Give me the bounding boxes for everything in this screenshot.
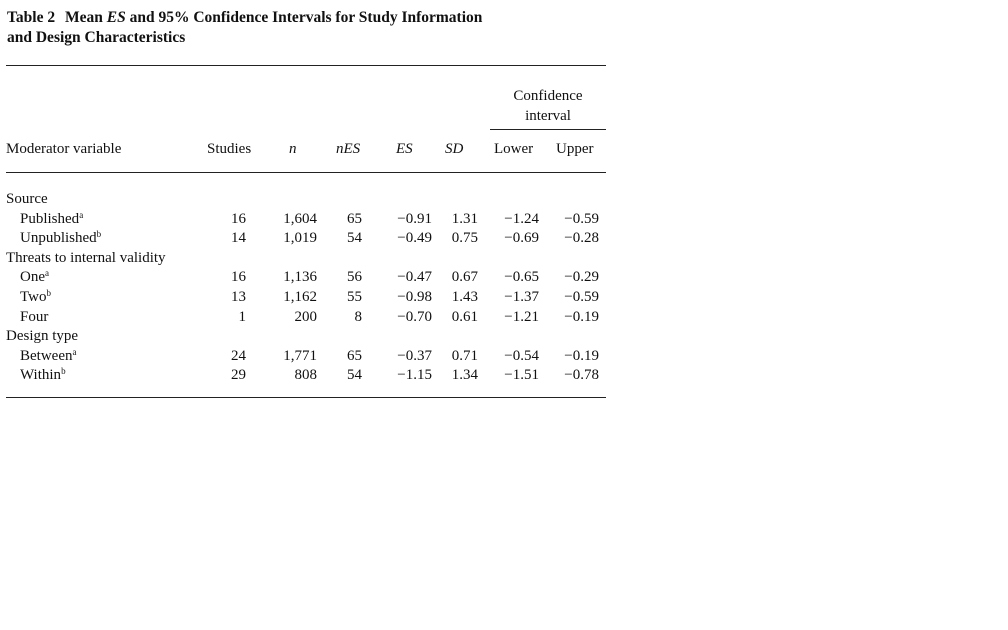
row-label-text: Between [20,347,73,364]
header-studies: Studies [207,141,252,157]
header-nes: nES [336,141,361,157]
ci-header [490,86,606,126]
row-label [20,209,83,229]
cell-nes: 54 [347,367,362,384]
footnote-marker: a [45,268,49,279]
cell-upper: −0.29 [564,269,599,286]
cell-studies: 16 [231,269,246,286]
cell-es: −0.47 [397,269,432,286]
footnote-marker: b [46,287,51,298]
group-label [6,326,78,346]
cell-lower: −1.51 [504,367,539,384]
cell-n: 1,162 [283,288,317,305]
table-caption [7,8,606,48]
cell-n: 200 [294,308,317,325]
table-row [6,287,606,307]
cell-studies: 29 [231,367,246,384]
cell-studies: 24 [231,347,246,364]
cell-upper: −0.28 [564,230,599,247]
cell-n: 1,771 [283,347,317,364]
table-row [6,307,606,327]
cell-n: 1,604 [283,210,317,227]
footnote-marker: a [79,209,84,220]
cell-studies: 13 [231,288,246,305]
cell-lower: −0.65 [504,269,539,286]
row-label-text: Unpublished [20,230,97,247]
cell-nes: 54 [347,230,362,247]
bottom-rule [6,397,606,398]
top-rule [6,65,606,66]
cell-es: −0.49 [397,230,432,247]
row-label [20,287,51,307]
header-n: n [289,141,297,157]
group-row [6,248,606,268]
row-label-text: Source [6,191,48,207]
table-label: Table 2 [7,9,56,26]
group-label [6,189,48,209]
row-label-text: Threats to internal validity [6,249,166,266]
row-label-text: Published [20,210,80,227]
cell-n: 1,136 [283,269,317,286]
header-es: ES [396,141,413,157]
cell-sd: 0.75 [451,230,478,247]
caption-title-part1: Mean [64,9,103,26]
cell-n: 1,019 [283,230,317,247]
cell-studies: 1 [238,308,246,325]
row-label-text: Design type [6,328,79,345]
group-row [6,326,606,346]
cell-es: −0.91 [397,210,432,227]
table-row [6,267,606,287]
ci-header-line1: Confidence [513,88,583,104]
row-label [20,267,49,287]
cell-nes: 65 [347,347,362,364]
table-row [6,365,606,385]
row-label-text: Two [20,288,47,305]
cell-upper: −0.19 [564,308,599,325]
cell-sd: 0.61 [451,308,478,325]
cell-lower: −0.54 [504,347,539,364]
cell-upper: −0.78 [564,367,599,384]
table-row [6,228,606,248]
footnote-marker: b [96,229,102,240]
row-label [20,346,76,366]
table-2 [6,8,606,384]
cell-studies: 14 [231,230,246,247]
table-row [6,346,606,366]
header-lower: Lower [494,141,534,157]
cell-es: −0.37 [397,347,432,364]
row-label-text: One [20,269,45,286]
cell-lower: −1.24 [504,210,539,227]
cell-sd: 1.43 [451,288,478,305]
table-body [6,189,606,385]
caption-title-es: ES [106,9,126,26]
cell-lower: −0.69 [504,230,539,247]
cell-studies: 16 [231,210,246,227]
cell-n: 808 [294,367,317,384]
header-rule [6,172,606,173]
caption-title-part2: and 95% Confidence Intervals for Study Information [129,9,483,26]
footnote-marker: a [72,346,77,357]
row-label [20,307,48,327]
cell-es: −1.15 [397,367,432,384]
cell-sd: 1.34 [451,367,478,384]
cell-sd: 1.31 [451,210,478,227]
row-label [20,228,101,248]
row-label [20,365,66,385]
header-moderator: Moderator variable [6,141,122,157]
group-label [6,248,166,268]
cell-lower: −1.21 [504,308,539,325]
header-sd: SD [445,141,464,157]
caption-title-line2: and Design Characteristics [7,29,186,46]
ci-rule [490,129,606,130]
group-row [6,189,606,209]
cell-sd: 0.71 [451,347,478,364]
cell-nes: 56 [347,269,362,286]
table-row [6,209,606,229]
cell-sd: 0.67 [451,269,478,286]
cell-nes: 55 [347,288,362,305]
cell-nes: 8 [354,308,362,325]
cell-upper: −0.19 [564,347,599,364]
cell-upper: −0.59 [564,288,599,305]
cell-nes: 65 [347,210,362,227]
cell-lower: −1.37 [504,288,539,305]
ci-header-line2: interval [525,108,571,124]
footnote-marker: b [61,366,66,377]
cell-es: −0.98 [397,288,432,305]
cell-upper: −0.59 [564,210,599,227]
row-label-text: Four [20,308,49,325]
row-label-text: Within [20,367,62,384]
cell-es: −0.70 [397,308,432,325]
header-upper: Upper [556,141,594,157]
